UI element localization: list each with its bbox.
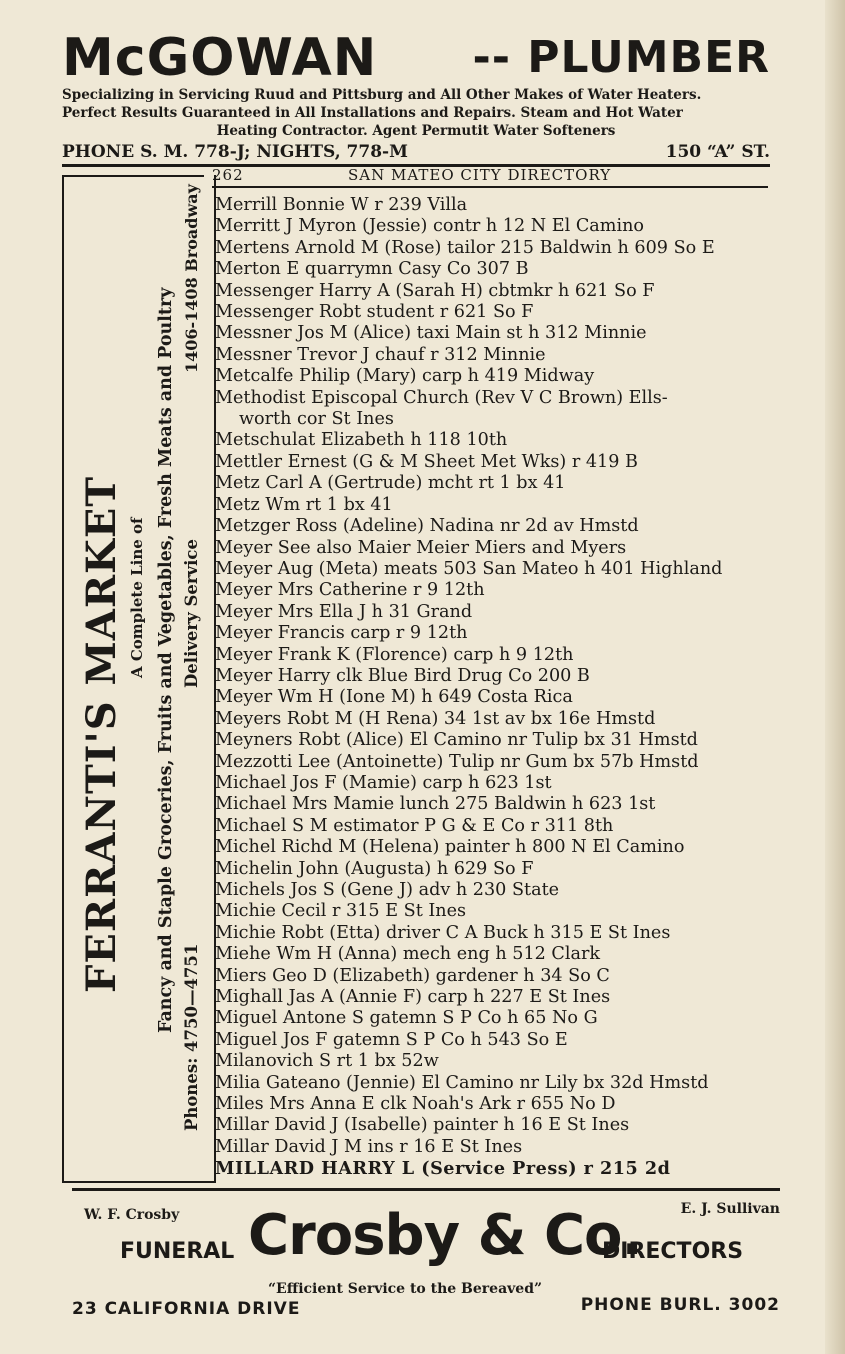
listing-entry: Meyer Harry clk Blue Bird Drug Co 200 B [215, 665, 590, 686]
listing-entry: Metzger Ross (Adeline) Nadina nr 2d av Hmstd [215, 516, 639, 537]
market-side-ad [62, 175, 216, 1183]
listing-entry: Millar David J M ins r 16 E St Ines [215, 1136, 523, 1157]
page-number: 262 [212, 166, 244, 184]
plumber-address: 150 “A” ST. [665, 142, 770, 162]
listing-entry: Mettler Ernest (G & M Sheet Met Wks) r 419 B [215, 451, 638, 472]
listing-entry: Michels Jos S (Gene J) adv h 230 State [215, 880, 560, 900]
listing-entry: Michie Cecil r 315 E St Ines [215, 901, 467, 922]
listing-entry: Michel Richd M (Helena) painter h 800 N El Camino [215, 837, 685, 858]
listing-entry: Michael Mrs Mamie lunch 275 Baldwin h 623 1st [215, 794, 656, 815]
plumber-phone: PHONE S. M. 778-J; NIGHTS, 778-M [62, 142, 408, 162]
listing-entry: Meyers Robt M (H Rena) 34 1st av bx 16e Hmstd [215, 708, 656, 729]
listing-entry: Meyer See also Maier Meier Miers and Myers [215, 537, 627, 558]
listing-entry: Messenger Robt student r 621 So F [215, 302, 534, 323]
listing-entry: Miers Geo D (Elizabeth) gardener h 34 So C [215, 965, 610, 986]
side-ad-rotated-content [64, 175, 218, 1183]
listing-entry: Messenger Harry A (Sarah H) cbtmkr h 621 So F [215, 280, 655, 301]
listing-entry: Miehe Wm H (Anna) mech eng h 512 Clark [215, 944, 601, 965]
funeral-firm-name: Crosby & Co. [248, 1203, 642, 1268]
listing-entry: Miguel Jos F gatemn S P Co h 543 So E [215, 1029, 568, 1050]
plumber-ad-line-3: Heating Contractor. Agent Permutit Water Softeners [216, 123, 616, 139]
page-header [212, 166, 768, 188]
listing-entry: Messner Trevor J chauf r 312 Minnie [215, 344, 546, 365]
listing-entry: Merton E quarrymn Casy Co 307 B [215, 259, 529, 280]
listing-entry: Messner Jos M (Alice) taxi Main st h 312 Minnie [215, 323, 647, 344]
listing-entry: Methodist Episcopal Church (Rev V C Brown) Ells- [215, 387, 668, 408]
market-delivery: Delivery Service [182, 539, 201, 688]
plumber-ad-line-2: Perfect Results Guaranteed in All Installations and Repairs. Steam and Hot Water [62, 105, 683, 121]
market-name: FERRANTI'S MARKET [78, 475, 125, 993]
directors-word: DIRECTORS [602, 1239, 744, 1264]
listing-entry: Meyer Mrs Catherine r 9 12th [215, 580, 485, 601]
listing-entry: Metcalfe Philip (Mary) carp h 419 Midway [215, 366, 595, 387]
listing-entry: Merritt J Myron (Jessie) contr h 12 N El Camino [215, 216, 645, 237]
directory-listings [215, 195, 775, 1180]
funeral-ad [72, 1188, 780, 1321]
listing-entry: Meyer Francis carp r 9 12th [215, 623, 468, 644]
listing-entry: Michael S M estimator P G & E Co r 311 8th [215, 815, 614, 836]
plumber-brand: McGOWAN [62, 28, 378, 88]
listing-entry: Michie Robt (Etta) driver C A Buck h 315 E St Ines [215, 922, 671, 943]
market-products: Fancy and Staple Groceries, Fruits and Vegetables, Fresh Meats and Poultry [156, 287, 176, 1033]
listing-entry: Meyer Wm H (Ione M) h 649 Costa Rica [215, 687, 573, 708]
listing-entry: Metz Wm rt 1 bx 41 [215, 494, 393, 515]
listing-entry: Michelin John (Augusta) h 629 So F [215, 858, 534, 879]
page-title: SAN MATEO CITY DIRECTORY [348, 166, 612, 184]
market-address: 1406-1408 Broadway [182, 184, 201, 373]
listing-entry: Mighall Jas A (Annie F) carp h 227 E St Ines [215, 987, 611, 1008]
plumber-ad-title-row [62, 28, 770, 86]
listing-entry: Metz Carl A (Gertrude) mcht rt 1 bx 41 [215, 473, 566, 494]
listing-entry: Merrill Bonnie W r 239 Villa [215, 195, 468, 215]
plumber-ad-line-1: Specializing in Servicing Ruud and Pittsburg and All Other Makes of Water Heaters. [62, 87, 702, 103]
funeral-partner-right: E. J. Sullivan [680, 1201, 780, 1217]
market-phones: Phones: 4750—4751 [182, 943, 201, 1131]
listing-entry: Mezzotti Lee (Antoinette) Tulip nr Gum bx 57b Hmstd [215, 751, 699, 772]
funeral-partner-left: W. F. Crosby [84, 1207, 180, 1223]
listing-entry: Miguel Antone S gatemn S P Co h 65 No G [215, 1008, 598, 1029]
listing-entry: Milia Gateano (Jennie) El Camino nr Lily bx 32d Hmstd [215, 1072, 709, 1093]
plumber-trade: -- PLUMBER [472, 32, 770, 83]
plumber-ad [62, 28, 770, 167]
listing-entry: Michael Jos F (Mamie) carp h 623 1st [215, 772, 552, 793]
market-tagline: A Complete Line of [128, 517, 146, 678]
funeral-tagline: “Efficient Service to the Bereaved” [268, 1281, 543, 1297]
page-edge [825, 0, 845, 1354]
listing-entry-continuation: worth cor St Ines [239, 409, 394, 430]
funeral-word: FUNERAL [120, 1239, 235, 1264]
listing-entry: Milanovich S rt 1 bx 52w [215, 1051, 439, 1072]
listing-entry: Meyer Aug (Meta) meats 503 San Mateo h 401 Highland [215, 558, 723, 579]
funeral-phone: PHONE BURL. 3002 [580, 1295, 780, 1315]
listing-entry: Millar David J (Isabelle) painter h 16 E St Ines [215, 1115, 630, 1136]
listing-entry: Meyer Frank K (Florence) carp h 9 12th [215, 644, 574, 665]
listing-entry: Meyners Robt (Alice) El Camino nr Tulip bx 31 Hmstd [215, 730, 698, 751]
listing-entry: Metschulat Elizabeth h 118 10th [215, 430, 508, 451]
listing-entry: Miles Mrs Anna E clk Noah's Ark r 655 No D [215, 1094, 616, 1115]
plumber-contact-row [62, 142, 770, 167]
listing-entry: Meyer Mrs Ella J h 31 Grand [215, 601, 473, 622]
funeral-address: 23 CALIFORNIA DRIVE [72, 1299, 301, 1319]
listing-entry: Mertens Arnold M (Rose) tailor 215 Baldwin h 609 So E [215, 237, 715, 258]
listing-entry-featured: MILLARD HARRY L (Service Press) r 215 2d [215, 1158, 671, 1180]
